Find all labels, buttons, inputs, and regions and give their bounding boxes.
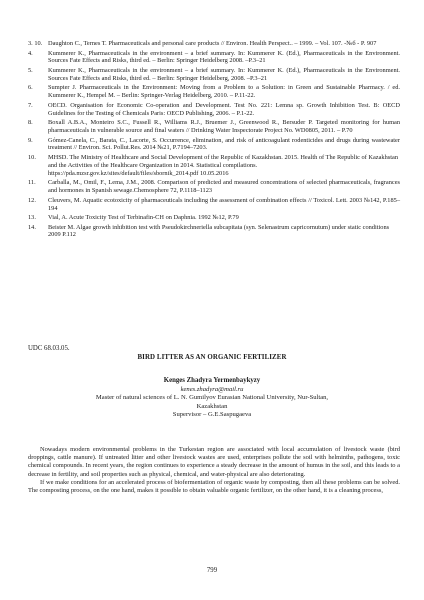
reference-item [28, 224, 400, 240]
reference-number: 12. [28, 196, 36, 204]
affiliation-line: Kazakhstan [196, 402, 228, 410]
reference-item [28, 67, 400, 83]
reference-item [28, 179, 400, 195]
reference-text: Cleuvers, M. Aquatic ecotoxicity of pharmaceuticals including the assessment of combination effects // Toxicol. Lett. 2003 №142, P.185–194 [48, 196, 400, 212]
page-number: 799 [206, 567, 218, 574]
reference-item [28, 137, 400, 153]
reference-item [28, 40, 400, 48]
reference-text: Carballa, M., Omil, F., Lema, J.M., 2008. Comparison of predicted and measured concentrations of selected pharmaceuticals, fragrances and hormones in Spanish sewage.Chemosphere 72, P.1118–1123 [48, 179, 400, 195]
author-email: kenes.zhadyra@mail.ru [180, 386, 244, 393]
udc-code: UDC 68.03.05. [28, 345, 70, 352]
reference-text: Kummerer K., Pharmaceuticals in the environment – a brief summary. In: Kummerer K. (Ed.), Pharmaceuticals in the Environment. Sources Fate Effects and Risks, third ed. – Berlin: Springer Heidelberg, 2008. –P.3–21 [48, 66, 400, 82]
reference-number: 10. [28, 153, 36, 161]
supervisor-line: Supervisor – G.E.Saspugaeva [172, 411, 252, 419]
reference-item [28, 50, 400, 66]
reference-number: 6. [28, 84, 33, 92]
reference-number: 13. [28, 214, 36, 222]
reference-text: Gómez-Canela, C., Barata, C., Lacorte, S. Occurrence, elimination, and risk of anticoagulant rodenticides and drugs during wastewater treatment // Environ. Sci. Pollut.Res. 2014 №21, P.7194–7203. [48, 136, 400, 152]
body-paragraph: Nowadays modern environmental problems in the Turkestan region are associated with local accumulation of livestock waste (bird droppings, cattle manure). If untreated litter and other livestock wastes are used, enterprises pollute the soil with helminths, pathogens, toxic chemical compounds. In recent years, the region continues to experience a steady decrease in the amount of humus in the soil, and this leads to a decrease in fertility, and soil properties such as physical, chemical, and water-physical are also deteriorating. [28, 446, 400, 478]
reference-item [28, 197, 400, 213]
reference-number: 11. [28, 179, 36, 187]
reference-text: Daughton C., Ternes T. Pharmaceuticals and personal care products // Environ. Health Perspect.. – 1999. – Vol. 107. -№б - P. 907 [48, 40, 377, 47]
reference-list [28, 40, 400, 241]
affiliation-line: Master of natural sciences of L. N. Gumilyov Eurasian National University, Nur-Sultan, [95, 394, 329, 401]
reference-text: OECD. Organisation for Economic Co-operation and Development. Test No. 221: Lemna sp. Growth Inhibition Test. B: OECD Guidelines for the Testing of Chemicals Paris: OECD Publishing, 2006. – P.1-22. [48, 101, 400, 117]
reference-number: 8. [28, 119, 33, 127]
reference-number: 3. 10. [28, 40, 43, 47]
reference-item [28, 214, 400, 222]
reference-text: Vial, A. Acute Toxicity Test of Terbinafin-CH on Daphnia. 1992 №12, P.79 [48, 214, 239, 222]
reference-item [28, 102, 400, 118]
reference-number: 14. [28, 223, 36, 231]
reference-text: MHSD. The Ministry of Healthcare and Social Development of the Republic of Kazakhstan. 2015. Health of The Republic of Kazakhstan and the Activities of the Healthcare Organization in 2014. Statistical compilations. https://pda.mzsr.gov.kz/sites/default/files/sbornik_2014.pdf 10.05.2016 [48, 153, 398, 177]
reference-number: 9. [28, 136, 33, 144]
reference-number: 7. [28, 101, 33, 109]
body-paragraph: If we make conditions for an accelerated process of biofermentation of organic waste by composting, then all these problems can be solved. The composting process, on the one hand, makes it possible to obtain valuable organic fertilizer, on the other hand, it is a cleaning process, [28, 478, 400, 495]
reference-number: 5. [28, 66, 33, 74]
reference-text: Beister M. Algae growth inhibition test with Pseudokirchneriella subcapitata (syn. Selenastrum capricornutum) under static conditions 2009 P.112 [48, 223, 390, 239]
author-affiliation [0, 394, 424, 420]
reference-text: Boxall A.B.A., Monteiro S.C., Fussell R., Williams R.J., Bruemer J., Greenwood R., Bersuder P. Targeted monitoring for human pharmaceuticals in vulnerable source and final waters // Drinking Water Inspectorate Project No. WD0805, 2011. – P.70 [48, 119, 400, 135]
reference-item [28, 119, 400, 135]
reference-text: Sumpter J. Pharmaceuticals in the Environment: Moving from a Problem to a Solution: in Green and Sustainable Pharmacy. / ed. Kummerer K., Hempel M. – Berlin: Springer-Verlag Heidelberg, 2010. – P.11-22. [48, 84, 400, 100]
reference-text: Kummerer K., Pharmaceuticals in the environment – a brief summary. In: Kummerer K. (Ed.), Pharmaceuticals in the Environment. Sources Fate Effects and Risks, third ed. – Berlin: Springer Heidelberg 2008. –P.3–21 [48, 49, 400, 65]
author-name: Kenges Zhadyra Yermenbaykyzy [163, 377, 261, 384]
reference-number: 4. [28, 49, 33, 57]
reference-item [28, 154, 400, 178]
article-body [28, 446, 400, 495]
reference-item [28, 84, 400, 100]
article-title: BIRD LITTER AS AN ORGANIC FERTILIZER [137, 354, 287, 361]
